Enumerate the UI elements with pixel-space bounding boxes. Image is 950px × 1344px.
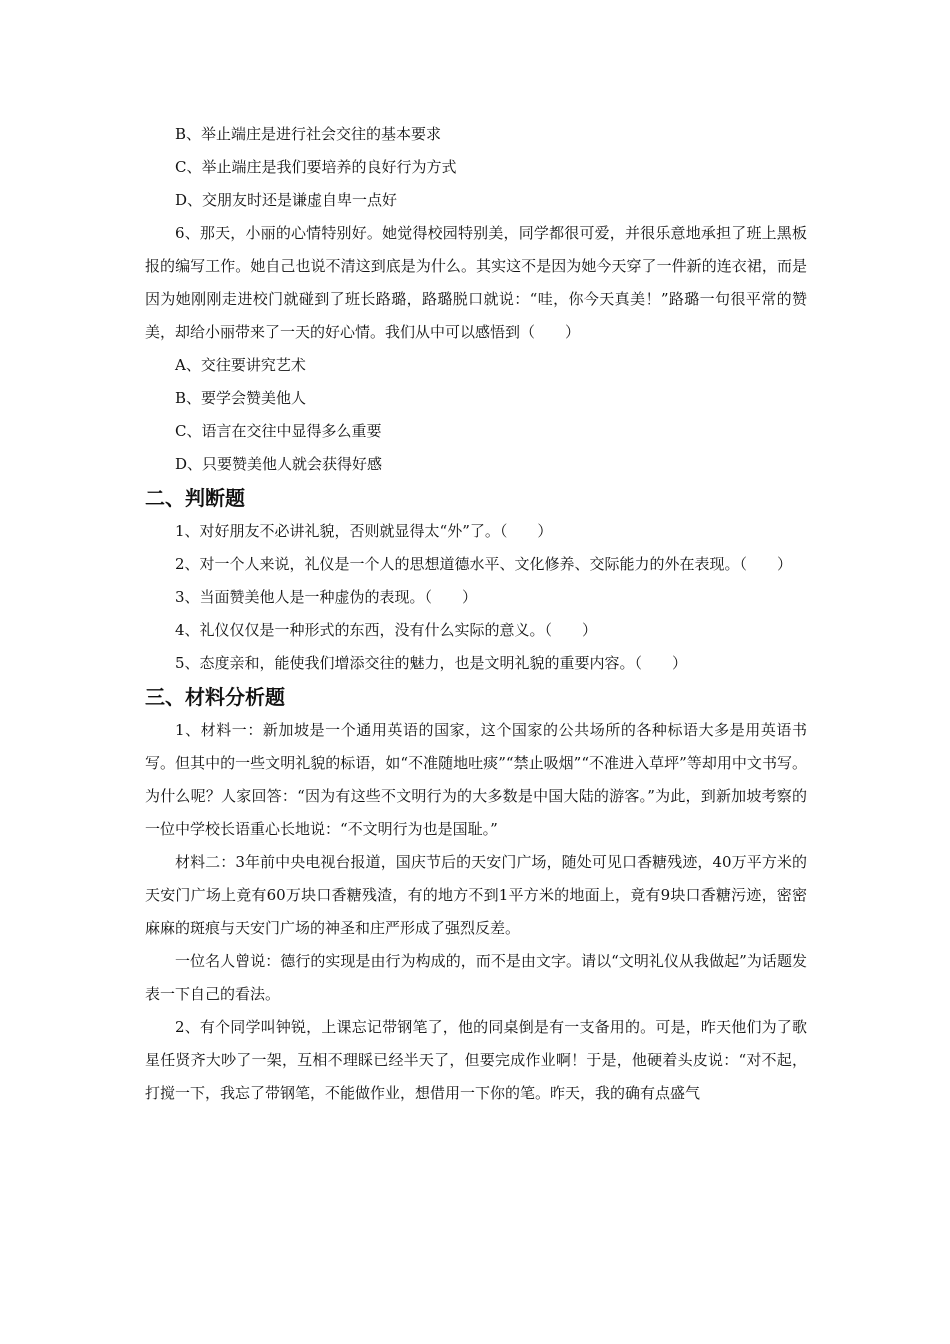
q5-option-d: D、交朋友时还是谦虚自卑一点好 [175,191,398,209]
material-question-2: 2、有个同学叫钟锐，上课忘记带钢笔了，他的同桌倒是有一支备用的。可是，昨天他们为了歌星任贤齐大吵了一架，互相不理睬已经半天了，但要完成作业啊！于是，他硬着头皮说：“对不起，打搅一下，我忘了带钢笔，不能做作业，想借用一下你的笔。昨天，我的确有点盛气 [145,1018,807,1102]
q6-option-d: D、只要赞美他人就会获得好感 [175,455,383,473]
material-1: 1、材料一：新加坡是一个通用英语的国家，这个国家的公共场所的各种标语大多是用英语书写。但其中的一些文明礼貌的标语，如“不准随地吐痰”“禁止吸烟”“不准进入草坪”等却用中文书写。为什么呢？人家回答：“因为有这些不文明行为的大多数是中国大陆的游客。”为此，到新加坡考察的一位中学校长语重心长地说：“不文明行为也是国耻。” [145,721,807,838]
q5-option-c: C、举止端庄是我们要培养的良好行为方式 [175,158,457,176]
material-2: 材料二：3年前中央电视台报道，国庆节后的天安门广场，随处可见口香糖残迹，40万平方米的天安门广场上竟有60万块口香糖残渣，有的地方不到1平方米的地面上，竟有9块口香糖污迹，密密麻麻的斑痕与天安门广场的神圣和庄严形成了强烈反差。 [145,853,807,937]
q6-option-c: C、语言在交往中显得多么重要 [175,422,382,440]
q6-option-a: A、交往要讲究艺术 [175,356,306,374]
material-prompt: 一位名人曾说：德行的实现是由行为构成的，而不是由文字。请以“文明礼仪从我做起”为话题发表一下自己的看法。 [145,952,807,1003]
section-heading-judgement: 二、判断题 [145,486,245,510]
section-heading-material-analysis: 三、材料分析题 [145,685,285,709]
judgement-item-1: 1、对好朋友不必讲礼貌，否则就显得太“外”了。（ ） [175,522,553,540]
q6-option-b: B、要学会赞美他人 [175,389,307,407]
judgement-item-4: 4、礼仪仅仅是一种形式的东西，没有什么实际的意义。（ ） [175,621,598,639]
judgement-item-3: 3、当面赞美他人是一种虚伪的表现。（ ） [175,588,478,606]
judgement-item-5: 5、态度亲和，能使我们增添交往的魅力，也是文明礼貌的重要内容。（ ） [175,654,688,672]
document-content [145,118,807,1110]
q5-option-b: B、举止端庄是进行社会交往的基本要求 [175,125,442,143]
q6-stem: 6、那天，小丽的心情特别好。她觉得校园特别美，同学都很可爱，并很乐意地承担了班上黑板报的编写工作。她自己也说不清这到底是为什么。其实这不是因为她今天穿了一件新的连衣裙，而是因为她刚刚走进校门就碰到了班长路璐，路璐脱口就说：“哇，你今天真美！”路璐一句很平常的赞美，却给小丽带来了一天的好心情。我们从中可以感悟到（ ） [145,224,807,341]
judgement-item-2: 2、对一个人来说，礼仪是一个人的思想道德水平、文化修养、交际能力的外在表现。（ ） [175,555,793,573]
